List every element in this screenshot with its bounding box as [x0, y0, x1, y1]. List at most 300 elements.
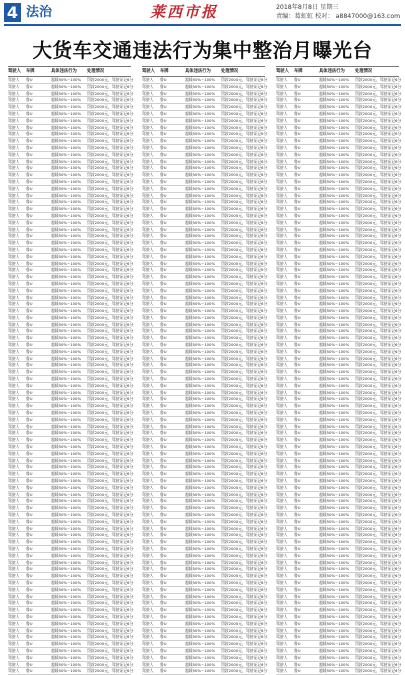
table-cell: 鲁U: [160, 104, 167, 110]
table-cell: 驾驶人: [276, 634, 288, 640]
table-row: [276, 573, 402, 580]
table-row: [8, 430, 134, 437]
table-row: [142, 219, 268, 227]
table-row: [276, 321, 402, 329]
table-cell: 罚款2000元，驾驶证记6分: [221, 532, 268, 538]
table-cell: 驾驶人: [142, 267, 154, 273]
table-row: [142, 512, 268, 519]
table-cell: 超载50%~100%: [185, 172, 216, 178]
table-cell: 驾驶人: [142, 654, 154, 660]
table-cell: 鲁U: [294, 308, 301, 314]
table-cell: 鲁U: [26, 158, 33, 164]
table-cell: 鲁U: [26, 396, 33, 402]
table-cell: 罚款2000元，驾驶证记6分: [221, 144, 268, 150]
table-cell: 超载50%~100%: [319, 206, 350, 212]
table-cell: 驾驶人: [276, 104, 288, 110]
table-row: [8, 253, 134, 261]
table-row: [276, 355, 402, 363]
table-cell: 驾驶人: [8, 335, 20, 341]
table-cell: 鲁U: [26, 172, 33, 178]
table-row: [8, 314, 134, 322]
table-cell: 驾驶人: [276, 267, 288, 273]
table-row: [276, 539, 402, 546]
table-cell: 驾驶人: [142, 437, 154, 443]
table-cell: 鲁U: [26, 430, 33, 436]
table-cell: 驾驶人: [8, 450, 20, 456]
table-cell: 罚款2000元，驾驶证记6分: [221, 613, 268, 619]
table-cell: 驾驶人: [276, 545, 288, 551]
table-cell: 超载50%~100%: [185, 410, 216, 416]
table-row: [276, 104, 402, 111]
table-cell: 超载50%~100%: [51, 328, 82, 334]
table-row: [142, 450, 268, 458]
table-cell: 罚款2000元，驾驶证记6分: [355, 219, 402, 225]
table-cell: 罚款2000元，驾驶证记6分: [355, 457, 402, 463]
table-cell: 罚款2000元，驾驶证记6分: [87, 178, 134, 184]
table-cell: 罚款2000元，驾驶证记6分: [221, 267, 268, 273]
table-cell: 罚款2000元，驾驶证记6分: [221, 151, 268, 157]
table-cell: 鲁U: [26, 566, 33, 572]
table-cell: 超载50%~100%: [51, 634, 82, 640]
table-row: [142, 110, 268, 118]
table-cell: 罚款2000元，驾驶证记6分: [355, 539, 402, 545]
table-cell: 鲁U: [160, 382, 167, 388]
table-cell: 驾驶人: [142, 97, 154, 103]
table-cell: 超载50%~100%: [319, 654, 350, 660]
table-cell: 超载50%~100%: [319, 613, 350, 619]
table-cell: 鲁U: [26, 246, 33, 252]
table-cell: 超载50%~100%: [185, 280, 216, 286]
table-cell: 罚款2000元，驾驶证记6分: [221, 416, 268, 422]
table-cell: 驾驶人: [8, 471, 20, 477]
editor-line: 责编：葛虹虹 校对： a8847000@163.com: [276, 13, 401, 20]
table-cell: 驾驶人: [276, 151, 288, 157]
table-cell: 鲁U: [160, 566, 167, 572]
table-cell: 驾驶人: [8, 342, 20, 348]
table-cell: 超载50%~100%: [185, 124, 216, 130]
table-cell: 驾驶人: [276, 110, 288, 116]
table-cell: 鲁U: [26, 280, 33, 286]
table-cell: 驾驶人: [142, 668, 154, 674]
table-cell: 鲁U: [26, 410, 33, 416]
table-cell: 鲁U: [26, 478, 33, 484]
table-cell: 超载50%~100%: [185, 260, 216, 266]
table-cell: 鲁U: [294, 484, 301, 490]
table-cell: 罚款2000元，驾驶证记6分: [87, 233, 134, 239]
table-row: [8, 158, 134, 166]
table-cell: 罚款2000元，驾驶证记6分: [355, 586, 402, 592]
table-cell: 罚款2000元，驾驶证记6分: [355, 512, 402, 517]
table-cell: 驾驶人: [142, 661, 154, 667]
table-cell: 鲁U: [26, 117, 33, 123]
table-cell: 罚款2000元，驾驶证记6分: [355, 199, 402, 205]
table-cell: 驾驶人: [276, 512, 288, 517]
table-cell: 驾驶人: [142, 280, 154, 286]
table-cell: 超载50%~100%: [319, 280, 350, 286]
table-cell: 驾驶人: [142, 104, 154, 110]
table-cell: 超载50%~100%: [185, 647, 216, 653]
table-cell: 驾驶人: [8, 552, 20, 558]
table-cell: 驾驶人: [276, 138, 288, 144]
table-row: [8, 219, 134, 227]
table-cell: 鲁U: [160, 138, 167, 144]
table-cell: 超载50%~100%: [185, 110, 216, 116]
table-cell: 罚款2000元，驾驶证记6分: [87, 668, 134, 674]
table-cell: 罚款2000元，驾驶证记6分: [355, 376, 402, 382]
table-cell: 罚款2000元，驾驶证记6分: [87, 294, 134, 300]
table-cell: 超载50%~100%: [319, 335, 350, 341]
table-row: [8, 457, 134, 465]
table-cell: 鲁U: [294, 505, 301, 511]
table-row: [142, 287, 268, 295]
table-row: [8, 355, 134, 363]
table-row: [8, 90, 134, 98]
table-cell: 驾驶人: [8, 104, 20, 110]
table-cell: 鲁U: [294, 491, 301, 497]
table-cell: 罚款2000元，驾驶证记6分: [221, 654, 268, 660]
table-cell: 鲁U: [294, 246, 301, 252]
table-cell: 鲁U: [26, 233, 33, 239]
table-cell: 鲁U: [26, 444, 33, 450]
table-cell: 鲁U: [26, 362, 33, 368]
table-cell: 驾驶人: [142, 124, 154, 130]
table-row: [8, 131, 134, 138]
table-cell: 罚款2000元，驾驶证记6分: [355, 355, 402, 361]
table-cell: 鲁U: [160, 444, 167, 450]
table-cell: 鲁U: [294, 403, 301, 409]
table-cell: 鲁U: [26, 301, 33, 307]
table-cell: 罚款2000元，驾驶证记6分: [221, 321, 268, 327]
table-row: [142, 260, 268, 268]
table-cell: 驾驶人: [8, 437, 20, 443]
table-cell: 鲁U: [294, 335, 301, 341]
table-row: [276, 634, 402, 641]
table-cell: 鲁U: [294, 444, 301, 450]
table-cell: 鲁U: [294, 362, 301, 368]
table-cell: 驾驶人: [276, 484, 288, 490]
table-cell: 罚款2000元，驾驶证记6分: [87, 301, 134, 307]
table-cell: 鲁U: [26, 661, 33, 667]
table-row: [276, 172, 402, 179]
table-cell: 超载50%~100%: [185, 104, 216, 110]
table-cell: 超载50%~100%: [185, 491, 216, 497]
table-row: [8, 321, 134, 329]
table-cell: 罚款2000元，驾驶证记6分: [221, 97, 268, 103]
table-cell: 鲁U: [160, 559, 167, 565]
table-cell: 超载50%~100%: [185, 586, 216, 592]
table-cell: 罚款2000元，驾驶证记6分: [221, 335, 268, 341]
table-cell: 鲁U: [26, 573, 33, 579]
table-cell: 鲁U: [294, 573, 301, 579]
table-cell: 驾驶人: [276, 525, 288, 531]
table-row: [142, 382, 268, 390]
table-cell: 超载50%~100%: [185, 484, 216, 490]
table-cell: 超载50%~100%: [185, 83, 216, 89]
table-row: [276, 301, 402, 308]
table-cell: 鲁U: [26, 647, 33, 653]
table-cell: 驾驶人: [8, 199, 20, 205]
table-cell: 罚款2000元，驾驶证记6分: [87, 335, 134, 341]
table-cell: 罚款2000元，驾驶证记6分: [221, 539, 268, 545]
table-cell: 罚款2000元，驾驶证记6分: [355, 607, 402, 613]
table-cell: 超载50%~100%: [51, 627, 82, 633]
table-row: [8, 144, 134, 152]
table-row: [142, 369, 268, 376]
table-cell: 罚款2000元，驾驶证记6分: [355, 308, 402, 314]
table-row: [142, 593, 268, 601]
table-cell: 超载50%~100%: [319, 512, 350, 517]
table-cell: 鲁U: [160, 607, 167, 613]
table-cell: 驾驶人: [142, 403, 154, 409]
table-cell: 鲁U: [294, 430, 301, 436]
table-cell: 驾驶人: [8, 294, 20, 300]
table-cell: 超载50%~100%: [185, 138, 216, 144]
table-cell: 鲁U: [160, 233, 167, 239]
table-cell: 罚款2000元，驾驶证记6分: [221, 90, 268, 96]
table-cell: 超载50%~100%: [319, 464, 350, 470]
table-cell: 罚款2000元，驾驶证记6分: [87, 192, 134, 198]
table-cell: 驾驶人: [142, 396, 154, 402]
table-cell: 驾驶人: [142, 620, 154, 626]
table-cell: 驾驶人: [8, 308, 20, 314]
table-cell: 鲁U: [294, 607, 301, 613]
table-cell: 鲁U: [26, 376, 33, 382]
table-cell: 超载50%~100%: [319, 552, 350, 558]
column-header: 车牌: [294, 69, 303, 74]
table-cell: 罚款2000元，驾驶证记6分: [355, 641, 402, 647]
table-cell: 罚款2000元，驾驶证记6分: [355, 274, 402, 280]
table-row: [8, 471, 134, 478]
table-cell: 超载50%~100%: [319, 328, 350, 334]
table-cell: 超载50%~100%: [185, 539, 216, 545]
table-row: [276, 620, 402, 628]
table-cell: 驾驶人: [142, 430, 154, 436]
table-cell: 超载50%~100%: [319, 478, 350, 484]
table-cell: 超载50%~100%: [51, 77, 82, 82]
table-cell: 驾驶人: [142, 226, 154, 232]
table-cell: 驾驶人: [8, 430, 20, 436]
table-cell: 鲁U: [160, 539, 167, 545]
table-row: [8, 525, 134, 533]
table-cell: 驾驶人: [8, 246, 20, 252]
table-cell: 超载50%~100%: [319, 525, 350, 531]
table-cell: 罚款2000元，驾驶证记6分: [355, 518, 402, 524]
table-cell: 罚款2000元，驾驶证记6分: [355, 437, 402, 443]
table-cell: 超载50%~100%: [185, 267, 216, 273]
table-cell: 罚款2000元，驾驶证记6分: [221, 620, 268, 626]
table-row: [8, 260, 134, 268]
table-cell: 超载50%~100%: [319, 219, 350, 225]
table-cell: 驾驶人: [142, 410, 154, 416]
table-cell: 罚款2000元，驾驶证记6分: [355, 627, 402, 633]
table-row: [142, 328, 268, 335]
table-cell: 超载50%~100%: [319, 403, 350, 409]
table-cell: 驾驶人: [142, 545, 154, 551]
table-cell: 罚款2000元，驾驶证记6分: [87, 199, 134, 205]
table-cell: 超载50%~100%: [185, 457, 216, 463]
table-cell: 罚款2000元，驾驶证记6分: [221, 274, 268, 280]
table-row: [142, 362, 268, 369]
table-cell: 罚款2000元，驾驶证记6分: [87, 661, 134, 667]
table-row: [142, 579, 268, 587]
table-cell: 鲁U: [160, 124, 167, 130]
table-cell: 超载50%~100%: [319, 376, 350, 382]
table-cell: 超载50%~100%: [51, 505, 82, 511]
table-cell: 鲁U: [294, 274, 301, 280]
table-cell: 超载50%~100%: [51, 647, 82, 653]
table-cell: 鲁U: [26, 464, 33, 470]
table-row: [276, 647, 402, 655]
table-cell: 鲁U: [294, 104, 301, 110]
table-cell: 罚款2000元，驾驶证记6分: [355, 382, 402, 388]
table-cell: 鲁U: [26, 226, 33, 232]
table-cell: 罚款2000元，驾驶证记6分: [355, 192, 402, 198]
table-cell: 超载50%~100%: [185, 525, 216, 531]
table-cell: 超载50%~100%: [185, 219, 216, 225]
table-row: [8, 539, 134, 546]
table-cell: 超载50%~100%: [185, 661, 216, 667]
table-cell: 驾驶人: [276, 342, 288, 348]
table-cell: 超载50%~100%: [319, 185, 350, 191]
table-cell: 罚款2000元，驾驶证记6分: [87, 613, 134, 619]
table-cell: 超载50%~100%: [319, 579, 350, 585]
table-cell: 鲁U: [26, 559, 33, 565]
table-cell: 鲁U: [160, 83, 167, 89]
table-cell: 超载50%~100%: [319, 505, 350, 511]
table-cell: 鲁U: [294, 131, 301, 137]
table-cell: 驾驶人: [276, 90, 288, 96]
table-cell: 罚款2000元，驾驶证记6分: [355, 620, 402, 626]
table-cell: 罚款2000元，驾驶证记6分: [87, 457, 134, 463]
table-cell: 罚款2000元，驾驶证记6分: [87, 110, 134, 116]
table-row: [142, 192, 268, 200]
table-cell: 鲁U: [26, 212, 33, 218]
table-cell: 超载50%~100%: [319, 165, 350, 171]
table-cell: 驾驶人: [276, 627, 288, 633]
table-cell: 驾驶人: [142, 308, 154, 314]
table-cell: 超载50%~100%: [185, 444, 216, 450]
table-cell: 驾驶人: [142, 90, 154, 96]
table-cell: 罚款2000元，驾驶证记6分: [355, 444, 402, 450]
table-cell: 超载50%~100%: [319, 97, 350, 103]
table-cell: 鲁U: [160, 178, 167, 184]
table-cell: 罚款2000元，驾驶证记6分: [355, 301, 402, 307]
table-cell: 驾驶人: [142, 600, 154, 606]
table-cell: 超载50%~100%: [319, 620, 350, 626]
table-cell: 超载50%~100%: [51, 104, 82, 110]
table-cell: 超载50%~100%: [51, 138, 82, 144]
table-cell: 超载50%~100%: [51, 246, 82, 252]
table-cell: 鲁U: [294, 253, 301, 259]
table-cell: 鲁U: [160, 654, 167, 660]
table-row: [142, 539, 268, 546]
table-cell: 驾驶人: [276, 600, 288, 606]
table-cell: 鲁U: [160, 158, 167, 164]
table-row: [8, 532, 134, 539]
table-cell: 驾驶人: [276, 498, 288, 504]
table-cell: 罚款2000元，驾驶证记6分: [221, 172, 268, 178]
table-cell: 罚款2000元，驾驶证记6分: [87, 206, 134, 212]
table-cell: 罚款2000元，驾驶证记6分: [221, 410, 268, 416]
table-cell: 鲁U: [294, 369, 301, 375]
table-cell: 罚款2000元，驾驶证记6分: [355, 389, 402, 395]
table-cell: 驾驶人: [276, 233, 288, 239]
table-row: [276, 131, 402, 138]
table-cell: 鲁U: [26, 192, 33, 198]
table-cell: 超载50%~100%: [51, 573, 82, 579]
table-cell: 驾驶人: [276, 539, 288, 545]
table-cell: 鲁U: [294, 355, 301, 361]
table-row: [276, 253, 402, 261]
table-row: [276, 314, 402, 322]
table-row: [8, 464, 134, 471]
table-cell: 超载50%~100%: [319, 382, 350, 388]
table-cell: 罚款2000元，驾驶证记6分: [355, 545, 402, 551]
table-cell: 鲁U: [294, 471, 301, 477]
table-row: [142, 144, 268, 152]
table-cell: 鲁U: [294, 226, 301, 232]
table-cell: 超载50%~100%: [51, 267, 82, 273]
table-cell: 罚款2000元，驾驶证记6分: [355, 165, 402, 171]
table-cell: 超载50%~100%: [319, 294, 350, 300]
table-cell: 鲁U: [294, 348, 301, 354]
table-cell: 超载50%~100%: [319, 362, 350, 368]
table-cell: 超载50%~100%: [319, 144, 350, 150]
table-cell: 鲁U: [26, 138, 33, 144]
table-row: [142, 253, 268, 261]
table-row: [8, 607, 134, 614]
table-cell: 超载50%~100%: [185, 552, 216, 558]
table-row: [8, 620, 134, 628]
table-row: [8, 124, 134, 132]
table-cell: 驾驶人: [8, 267, 20, 273]
table-row: [276, 600, 402, 607]
table-cell: 超载50%~100%: [51, 321, 82, 327]
table-row: [276, 484, 402, 492]
table-cell: 驾驶人: [142, 484, 154, 490]
table-cell: 鲁U: [26, 294, 33, 300]
table-cell: 鲁U: [26, 525, 33, 531]
table-cell: 超载50%~100%: [185, 613, 216, 619]
table-cell: 罚款2000元，驾驶证记6分: [87, 226, 134, 232]
table-row: [142, 212, 268, 220]
table-cell: 超载50%~100%: [51, 471, 82, 477]
table-row: [8, 647, 134, 655]
table-cell: 罚款2000元，驾驶证记6分: [355, 328, 402, 334]
table-cell: 鲁U: [26, 321, 33, 327]
table-cell: 超载50%~100%: [319, 199, 350, 205]
table-cell: 鲁U: [294, 566, 301, 572]
column-header: 驾驶人: [276, 69, 289, 74]
table-cell: 鲁U: [160, 573, 167, 579]
table-cell: 驾驶人: [8, 532, 20, 538]
table-row: [8, 634, 134, 641]
table-cell: 驾驶人: [276, 226, 288, 232]
table-cell: 超载50%~100%: [185, 518, 216, 524]
table-cell: 鲁U: [160, 212, 167, 218]
table-row: [8, 226, 134, 234]
table-row: [8, 104, 134, 111]
table-cell: 超载50%~100%: [319, 110, 350, 116]
table-cell: 超载50%~100%: [185, 430, 216, 436]
table-cell: 罚款2000元，驾驶证记6分: [221, 308, 268, 314]
table-row: [142, 410, 268, 417]
table-row: [142, 321, 268, 329]
table-row: [142, 647, 268, 655]
table-cell: 驾驶人: [142, 552, 154, 558]
table-cell: 罚款2000元，驾驶证记6分: [87, 274, 134, 280]
table-cell: 驾驶人: [8, 117, 20, 123]
